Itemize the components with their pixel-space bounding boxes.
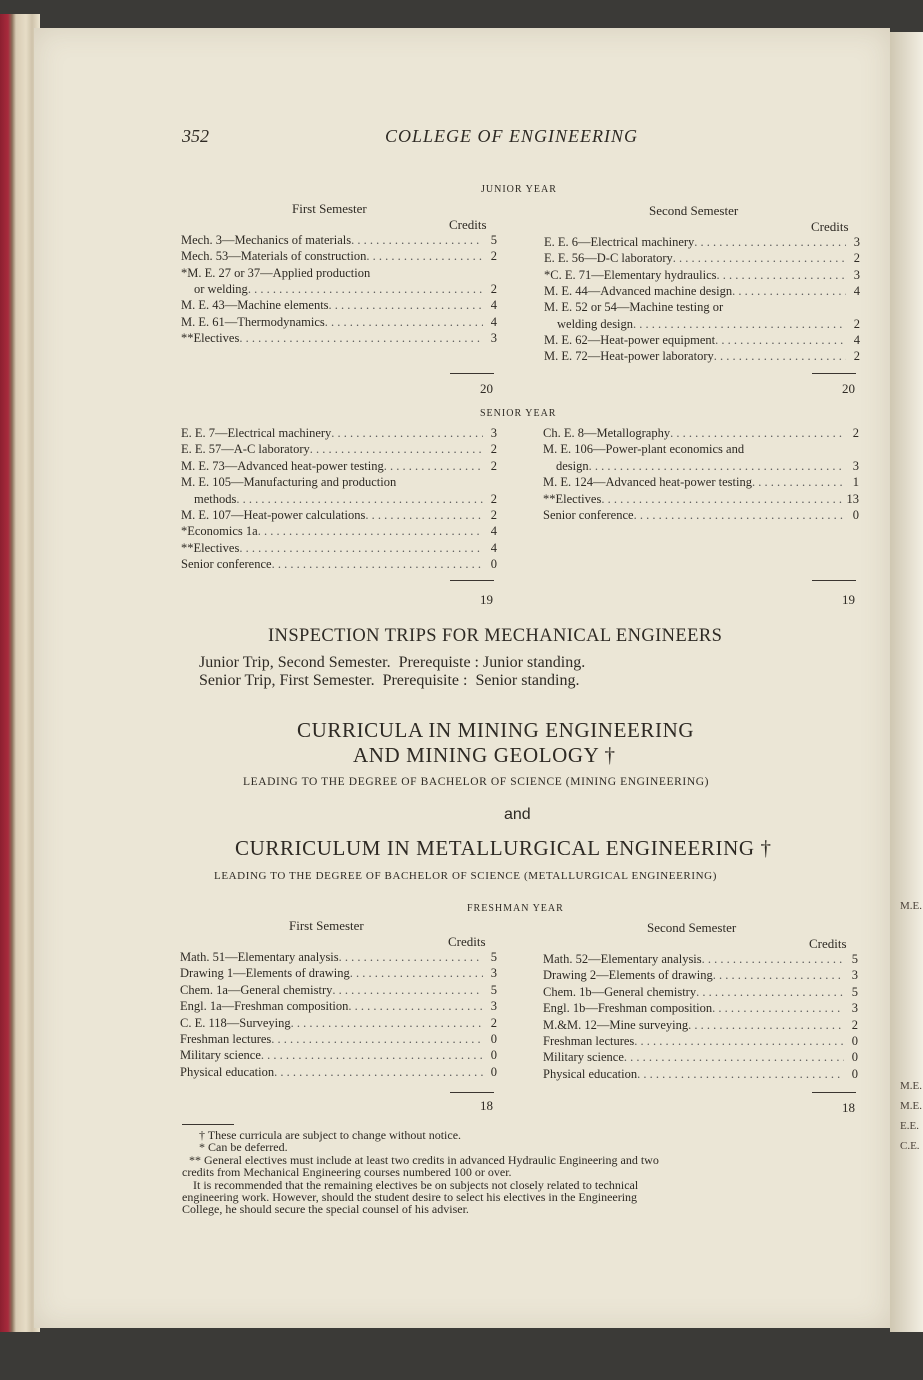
- course-credits: 3: [853, 267, 860, 282]
- course-row: [181, 541, 497, 556]
- senior-second-total: 19: [842, 592, 855, 607]
- course-credits: 2: [490, 249, 497, 264]
- inspection-line-1: Junior Trip, Second Semester. Prerequiste : Junior standing.: [199, 654, 586, 671]
- senior-first-total: 19: [480, 592, 493, 607]
- facing-page-fragment: E.E.: [900, 1120, 919, 1132]
- course-credits: 0: [851, 1066, 858, 1081]
- course-name: **Electives: [181, 540, 240, 555]
- course-credits: 5: [490, 233, 497, 247]
- course-credits: 3: [490, 330, 497, 345]
- course-credits: 5: [851, 952, 858, 966]
- running-title: COLLEGE OF ENGINEERING: [385, 126, 638, 146]
- course-row: [543, 1034, 858, 1049]
- freshman-year-heading: FRESHMAN YEAR: [467, 903, 564, 914]
- leader-dots: [365, 508, 483, 523]
- inspection-heading: INSPECTION TRIPS FOR MECHANICAL ENGINEERS: [268, 626, 723, 646]
- total-rule: [450, 580, 494, 581]
- course-name: Math. 51—Elementary analysis: [180, 950, 339, 964]
- leader-dots: [274, 1065, 483, 1080]
- course-row: [181, 315, 497, 330]
- course-credits: 0: [490, 557, 497, 572]
- course-name: **Electives: [181, 330, 240, 345]
- course-credits: 3: [851, 968, 858, 983]
- course-row: [543, 1050, 858, 1065]
- course-row: [544, 268, 860, 283]
- course-row: [181, 298, 497, 313]
- footnote-recommendation: It is recommended that the remaining electives be on subjects not closely related to technical: [193, 1178, 639, 1192]
- course-row: [180, 983, 497, 998]
- footnote-dagger: † These curricula are subject to change without notice.: [199, 1128, 462, 1142]
- leader-dots: [339, 950, 483, 965]
- leader-dots: [258, 524, 483, 539]
- footnote-asterisk: * Can be deferred.: [199, 1140, 288, 1154]
- junior-first-credits-label: Credits: [449, 217, 487, 232]
- course-line: *M. E. 27 or 37—Applied production: [181, 265, 371, 280]
- course-name: Chem. 1a—General chemistry: [180, 982, 333, 997]
- leader-dots: [350, 966, 483, 981]
- course-name: E. E. 56—D-C laboratory: [544, 251, 673, 266]
- course-name: Mech. 53—Materials of construction: [181, 249, 367, 264]
- junior-second-semester-title: Second Semester: [649, 203, 739, 218]
- leader-dots: [732, 284, 846, 299]
- leader-dots: [713, 968, 844, 983]
- course-credits: 13: [846, 491, 859, 506]
- facing-page-fragment: M.E.: [900, 1080, 922, 1092]
- junior-first-total: 20: [480, 381, 493, 396]
- freshman-first-semester-title: First Semester: [289, 918, 364, 933]
- course-credits: 4: [490, 298, 497, 313]
- course-name: M. E. 72—Heat-power laboratory: [544, 349, 714, 364]
- course-name: Drawing 1—Elements of drawing: [180, 966, 350, 981]
- leader-dots: [366, 249, 483, 264]
- leader-dots: [688, 1018, 844, 1033]
- course-row: [180, 950, 497, 965]
- course-row: [180, 1048, 497, 1063]
- leader-dots: [272, 557, 483, 572]
- course-credits: 0: [490, 1064, 497, 1079]
- leader-dots: [714, 349, 846, 364]
- course-row: [181, 249, 497, 264]
- leader-dots: [702, 952, 844, 967]
- course-credits: 3: [490, 999, 497, 1014]
- course-row: [181, 331, 497, 346]
- freshman-second-total: 18: [842, 1100, 855, 1115]
- course-name: M. E. 61—Thermodynamics: [181, 314, 325, 329]
- course-name: Freshman lectures: [543, 1034, 635, 1048]
- leader-dots: [384, 459, 483, 474]
- leader-dots: [239, 541, 483, 556]
- course-name: Engl. 1b—Freshman composition: [543, 1001, 713, 1016]
- course-row: [181, 459, 497, 474]
- course-credits: 2: [853, 251, 860, 266]
- course-name: E. E. 57—A-C laboratory: [181, 442, 310, 457]
- course-row: [194, 282, 497, 297]
- leader-dots: [634, 1034, 844, 1049]
- course-name: Ch. E. 8—Metallography: [543, 426, 671, 440]
- course-row: [543, 492, 859, 507]
- leader-dots: [329, 298, 483, 313]
- junior-second-total: 20: [842, 381, 855, 396]
- course-row: [543, 1001, 858, 1016]
- course-row: [181, 233, 497, 248]
- course-name: Freshman lectures: [180, 1032, 272, 1046]
- junior-second-credits-label: Credits: [811, 219, 849, 234]
- course-name: Engl. 1a—Freshman composition: [180, 999, 349, 1014]
- course-name: Drawing 2—Elements of drawing: [543, 968, 713, 983]
- course-name: M. E. 43—Machine elements: [181, 298, 329, 313]
- facing-page-fragment: M.E.: [900, 900, 922, 912]
- metallurgy-degree: LEADING TO THE DEGREE OF BACHELOR OF SCIENCE (METALLURGICAL ENGINEERING): [214, 870, 717, 882]
- course-row: [544, 349, 860, 364]
- mining-heading-line-2: AND MINING GEOLOGY †: [353, 743, 616, 767]
- facing-page-fragment: M.E.: [900, 1100, 922, 1112]
- leader-dots: [637, 1067, 844, 1082]
- course-row: [180, 999, 497, 1014]
- freshman-second-semester-title: Second Semester: [647, 920, 737, 935]
- course-credits: 0: [490, 1032, 497, 1046]
- course-name: **Electives: [543, 491, 602, 506]
- and-connector: and: [504, 806, 531, 823]
- leader-dots: [332, 983, 483, 998]
- course-row: [181, 524, 497, 539]
- leader-dots: [752, 475, 845, 490]
- total-rule: [450, 1092, 494, 1093]
- course-row: [180, 1016, 497, 1031]
- leader-dots: [673, 251, 846, 266]
- leader-dots: [589, 459, 845, 474]
- course-name: C. E. 118—Surveying: [180, 1015, 291, 1030]
- course-row: [543, 475, 859, 490]
- leader-dots: [261, 1048, 483, 1063]
- leader-dots: [717, 268, 846, 283]
- course-name: methods: [194, 491, 237, 506]
- course-name: Senior conference: [181, 557, 272, 572]
- leader-dots: [670, 426, 845, 441]
- course-name: Physical education: [543, 1066, 638, 1081]
- metallurgy-heading: CURRICULUM IN METALLURGICAL ENGINEERING †: [235, 836, 772, 860]
- course-credits: 5: [490, 982, 497, 997]
- senior-year-heading: SENIOR YEAR: [480, 408, 557, 419]
- leader-dots: [331, 426, 483, 441]
- course-name: E. E. 7—Electrical machinery: [181, 426, 332, 440]
- leader-dots: [601, 492, 845, 507]
- leader-dots: [348, 999, 483, 1014]
- course-credits: 3: [851, 1001, 858, 1016]
- page-number: 352: [182, 126, 209, 146]
- course-credits: 4: [490, 540, 497, 555]
- course-credits: 0: [490, 1048, 497, 1063]
- course-name: Chem. 1b—General chemistry: [543, 984, 697, 999]
- course-credits: 2: [490, 442, 497, 457]
- course-credits: 5: [490, 950, 497, 964]
- leader-dots: [291, 1016, 483, 1031]
- course-credits: 5: [851, 984, 858, 999]
- leader-dots: [271, 1032, 483, 1047]
- freshman-first-total: 18: [480, 1098, 493, 1113]
- course-credits: 3: [490, 426, 497, 440]
- course-row: [544, 284, 860, 299]
- course-row: [180, 966, 497, 981]
- course-credits: 2: [490, 281, 497, 296]
- course-line: M. E. 52 or 54—Machine testing or: [544, 300, 724, 315]
- course-credits: 0: [851, 1034, 858, 1048]
- course-name: M. E. 73—Advanced heat-power testing: [181, 458, 384, 473]
- leader-dots: [712, 1001, 844, 1016]
- course-line: M. E. 105—Manufacturing and production: [181, 475, 397, 490]
- course-credits: 3: [490, 966, 497, 981]
- course-row: [543, 1067, 858, 1082]
- course-credits: 2: [852, 426, 859, 440]
- leader-dots: [694, 235, 846, 250]
- course-row: [181, 557, 497, 572]
- course-row: [544, 235, 860, 250]
- course-name: Math. 52—Elementary analysis: [543, 952, 702, 966]
- course-name: or welding: [194, 281, 248, 296]
- course-name: Senior conference: [543, 508, 634, 522]
- course-name: design: [556, 458, 589, 473]
- leader-dots: [624, 1050, 844, 1065]
- freshman-second-credits-label: Credits: [809, 936, 847, 951]
- junior-first-semester-title: First Semester: [292, 201, 367, 216]
- course-credits: 3: [852, 458, 859, 473]
- facing-page-edge: [890, 32, 923, 1332]
- course-line: M. E. 106—Power-plant economics and: [543, 442, 745, 457]
- course-name: *C. E. 71—Elementary hydraulics: [544, 267, 717, 282]
- course-row: [543, 1018, 858, 1033]
- mining-degree: LEADING TO THE DEGREE OF BACHELOR OF SCIENCE (MINING ENGINEERING): [243, 776, 710, 788]
- course-credits: 2: [490, 508, 497, 522]
- leader-dots: [351, 233, 483, 248]
- footnote-continuation: credits from Mechanical Engineering courses numbered 100 or over.: [182, 1165, 512, 1179]
- leader-dots: [236, 492, 483, 507]
- course-row: [544, 251, 860, 266]
- leader-dots: [239, 331, 483, 346]
- footnote-double-asterisk: ** General electives must include at least two credits in advanced Hydraulic Engineering and two: [189, 1153, 659, 1167]
- leader-dots: [310, 442, 483, 457]
- course-name: Physical education: [180, 1064, 275, 1079]
- inspection-line-2: Senior Trip, First Semester. Prerequisite : Senior standing.: [199, 672, 580, 689]
- course-row: [181, 426, 497, 441]
- footnote-recommendation-cont: engineering work. However, should the student desire to select his electives in the Engineering: [182, 1190, 638, 1204]
- course-name: welding design: [557, 316, 634, 331]
- course-name: M. E. 107—Heat-power calculations: [181, 508, 366, 522]
- course-credits: 2: [490, 458, 497, 473]
- junior-year-heading: JUNIOR YEAR: [481, 184, 557, 195]
- course-credits: 2: [490, 491, 497, 506]
- course-row: [180, 1065, 497, 1080]
- leader-dots: [248, 282, 483, 297]
- course-credits: 2: [490, 1015, 497, 1030]
- leader-dots: [325, 315, 483, 330]
- leader-dots: [715, 333, 846, 348]
- course-credits: 3: [853, 235, 860, 249]
- mining-heading-line-1: CURRICULA IN MINING ENGINEERING: [297, 718, 695, 742]
- course-credits: 4: [490, 524, 497, 539]
- course-row: [544, 333, 860, 348]
- course-credits: 2: [853, 316, 860, 331]
- course-row: [543, 508, 859, 523]
- course-row: [180, 1032, 497, 1047]
- leader-dots: [633, 317, 846, 332]
- course-row: [557, 317, 860, 332]
- course-name: *Economics 1a: [181, 524, 258, 539]
- course-row: [543, 968, 858, 983]
- facing-page-fragment: C.E.: [900, 1140, 920, 1152]
- total-rule: [812, 580, 856, 581]
- course-row: [194, 492, 497, 507]
- course-name: Mech. 3—Mechanics of materials: [181, 233, 352, 247]
- leader-dots: [634, 508, 845, 523]
- course-row: [543, 985, 858, 1000]
- course-row: [181, 508, 497, 523]
- course-credits: 2: [851, 1017, 858, 1032]
- total-rule: [812, 1092, 856, 1093]
- course-name: M. E. 44—Advanced machine design: [544, 283, 733, 298]
- course-credits: 2: [853, 349, 860, 364]
- footnote-recommendation-end: College, he should secure the special counsel of his adviser.: [182, 1202, 469, 1216]
- freshman-first-credits-label: Credits: [448, 934, 486, 949]
- course-credits: 0: [851, 1050, 858, 1065]
- course-credits: 4: [490, 314, 497, 329]
- course-row: [181, 442, 497, 457]
- course-name: E. E. 6—Electrical machinery: [544, 235, 695, 249]
- course-row: [556, 459, 859, 474]
- total-rule: [812, 373, 856, 374]
- course-credits: 1: [852, 475, 859, 490]
- footnote-rule: [182, 1124, 234, 1125]
- leader-dots: [696, 985, 844, 1000]
- course-name: M.&M. 12—Mine surveying: [543, 1017, 689, 1032]
- course-row: [543, 952, 858, 967]
- course-row: [543, 426, 859, 441]
- course-credits: 0: [852, 508, 859, 522]
- course-credits: 4: [853, 283, 860, 298]
- course-name: Military science: [180, 1048, 261, 1063]
- course-name: M. E. 62—Heat-power equipment: [544, 332, 716, 347]
- total-rule: [450, 373, 494, 374]
- course-credits: 4: [853, 332, 860, 347]
- course-name: M. E. 124—Advanced heat-power testing: [543, 475, 752, 490]
- course-name: Military science: [543, 1050, 624, 1065]
